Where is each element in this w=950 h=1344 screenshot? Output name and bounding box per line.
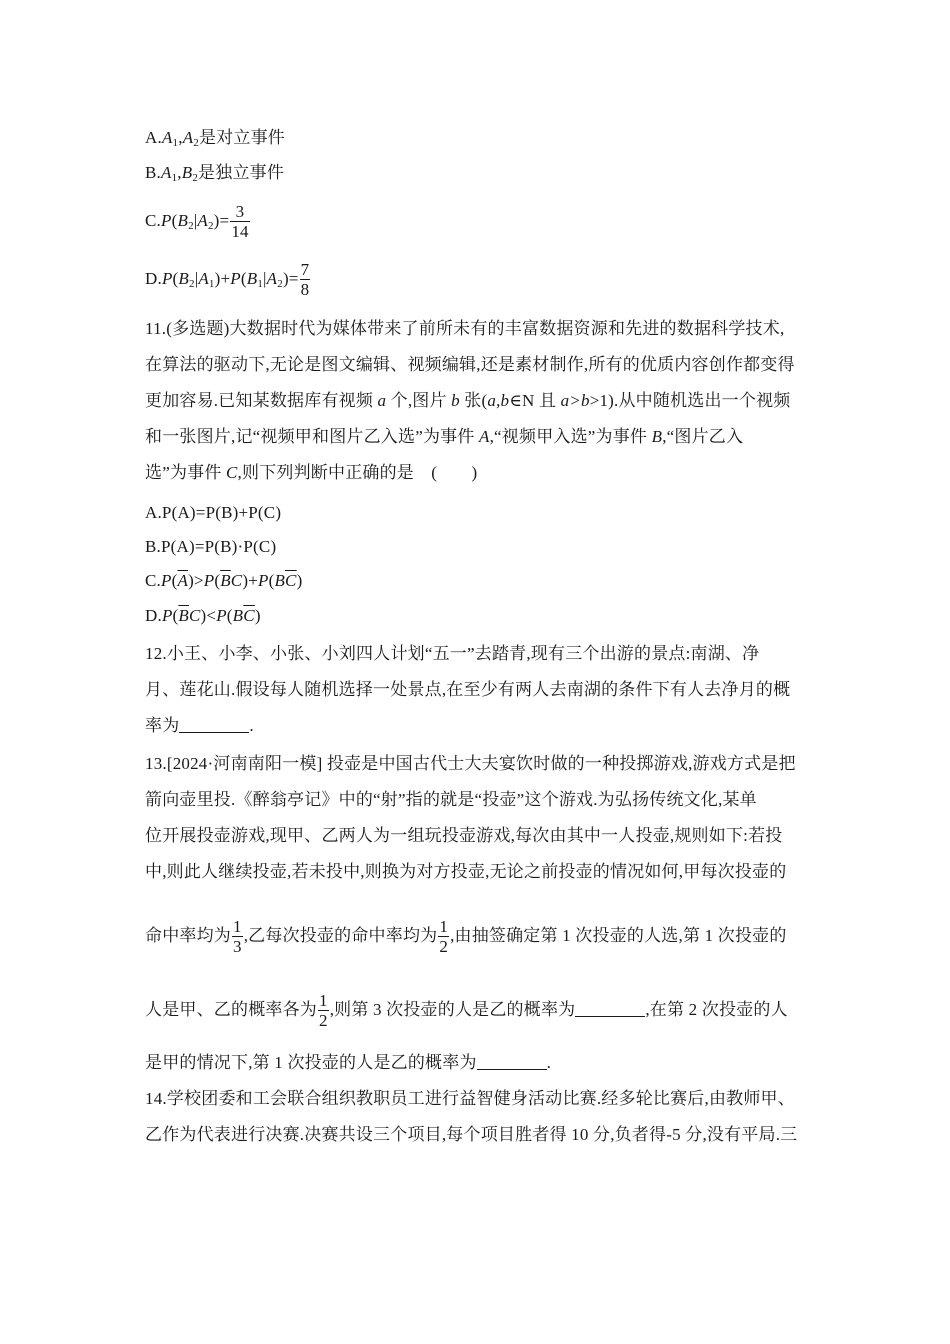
q13-line-4: 中,则此人继续投壶,若未投中,则换为对方投壶,无论之前投壶的情况如何,甲每次投壶的 — [145, 862, 787, 881]
q11-option-a: A.P(A)=P(B)+P(C) — [145, 503, 282, 522]
q12-line-3: 率为 . — [145, 716, 254, 735]
q12-line-1: 12.小王、小李、小张、小刘四人计划“五一”去踏青,现有三个出游的景点:南湖、净 — [145, 644, 760, 663]
q13-line-1: 13.[2024·河南南阳一模] 投壶是中国古代士大夫宴饮时做的一种投掷游戏,游戏方式是把 — [145, 754, 796, 773]
q12-answer-blank[interactable] — [179, 716, 249, 733]
q10-d-fraction: $\frac{7}{8}$ — [300, 259, 310, 299]
q11-option-c: $C.P(\overline{A})>P(\overline{B}C)+P(B\overline{C})$ — [145, 571, 303, 590]
q13-line-7: 是甲的情况下,第 1 次投壶的人是乙的概率为 . — [145, 1053, 552, 1072]
q10-option-c: $C.P(B_2|A_2)=$ $\frac{3}{14}$ — [145, 201, 249, 241]
q13-line-5: 命中率均为 $\frac{1}{3}$ ,乙每次投壶的命中率均为 $\frac{1}{2}$ ,由抽签确定第 1 次投壶的人选,第 1 次投壶的 — [145, 916, 787, 956]
q11-line-2: 在算法的驱动下,无论是图文编辑、视频编辑,还是素材制作,所有的优质内容创作都变得 — [145, 355, 795, 374]
q10-option-b: $B.A_1,B_2$是独立事件 — [145, 163, 285, 184]
q13-answer-blank-1[interactable] — [575, 1000, 645, 1017]
q10-option-a: $A.A_1,A_2$是对立事件 — [145, 128, 285, 149]
q11-option-b: B.P(A)=P(B)·P(C) — [145, 537, 277, 556]
q10-option-d: $D.P(B_2|A_1)+P(B_1|A_2)=$ $\frac{7}{8}$ — [145, 259, 310, 299]
q11-line-5: 选”为事件 C,则下列判断中正确的是 ( ) — [145, 463, 478, 482]
q13-fraction-one-half-b: $\frac{1}{2}$ — [319, 990, 328, 1030]
q13-line-2: 箭向壶里投.《醉翁亭记》中的“射”指的就是“投壶”这个游戏.为弘扬传统文化,某单 — [145, 790, 757, 809]
q13-fraction-one-half-a: $\frac{1}{2}$ — [439, 916, 449, 956]
q13-fraction-one-third: $\frac{1}{3}$ — [233, 916, 242, 956]
q14-line-1: 14.学校团委和工会联合组织教职员工进行益智健身活动比赛.经多轮比赛后,由教师甲、 — [145, 1089, 795, 1108]
q11-line-1: 11.(多选题)大数据时代为媒体带来了前所未有的丰富数据资源和先进的数据科学技术, — [145, 319, 785, 338]
q10-c-fraction: $\frac{3}{14}$ — [231, 201, 249, 241]
q13-line-6: 人是甲、乙的概率各为 $\frac{1}{2}$ ,则第 3 次投壶的人是乙的概率为 ,在第 2 次投壶的人 — [145, 990, 788, 1030]
q11-line-4: 和一张图片,记“视频甲和图片乙入选”为事件 A,“视频甲入选”为事件 B,“图片乙入 — [145, 427, 744, 446]
q11-line-3: 更加容易.已知某数据库有视频 a 个,图片 b 张(a,b∈N 且 a>b>1).从中随机选出一个视频 — [145, 391, 791, 410]
q12-line-2: 月、莲花山.假设每人随机选择一处景点,在至少有两人去南湖的条件下有人去净月的概 — [145, 680, 791, 699]
q14-line-2: 乙作为代表进行决赛.决赛共设三个项目,每个项目胜者得 10 分,负者得-5 分,没有平局.三 — [145, 1125, 798, 1144]
q13-line-3: 位开展投壶游戏,现甲、乙两人为一组玩投壶游戏,每次由其中一人投壶,规则如下:若投 — [145, 826, 783, 845]
q11-option-d: $D.P(\overline{B}C)<P(B\overline{C})$ — [145, 606, 261, 625]
q13-answer-blank-2[interactable] — [477, 1053, 547, 1070]
